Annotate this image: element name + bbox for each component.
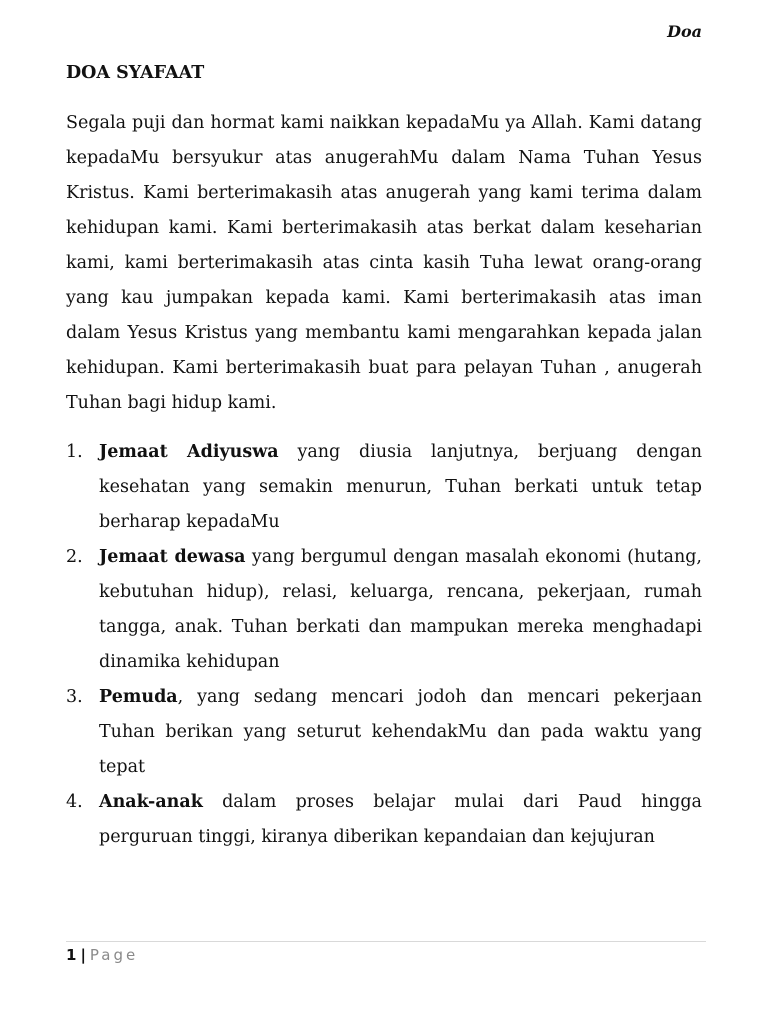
list-item (66, 680, 702, 785)
list-item-number: 3. (66, 687, 83, 707)
list-item-text: yang diusia lanjutnya, berjuang dengan kesehatan yang semakin menurun, Tuhan berkati untuk tetap berharap kepadaMu (99, 442, 702, 532)
list-item (66, 435, 702, 540)
list-item (66, 540, 702, 680)
running-header-title: Doa (667, 22, 702, 41)
list-item-text: , yang sedang mencari jodoh dan mencari pekerjaan Tuhan berikan yang seturut kehendakMu dan pada waktu yang tepat (99, 687, 702, 777)
list-item (66, 785, 702, 855)
list-item-heading: Jemaat dewasa (99, 547, 246, 567)
document-title: DOA SYAFAAT (66, 63, 205, 83)
intro-paragraph: Segala puji dan hormat kami naikkan kepadaMu ya Allah. Kami datang kepadaMu bersyukur atas anugerahMu dalam Nama Tuhan Yesus Kristus. Kami berterimakasih atas anugerah yang kami terima dalam kehidupan kami. Kami berterimakasih atas berkat dalam keseharian kami, kami berterimakasih atas cinta kasih Tuha lewat orang-orang yang kau jumpakan kepada kami. Kami berterimakasih atas iman dalam Yesus Kristus yang membantu kami mengarahkan kepada jalan kehidupan. Kami berterimakasih buat para pelayan Tuhan , anugerah Tuhan bagi hidup kami. (66, 113, 702, 413)
list-item-heading: Jemaat Adiyuswa (99, 442, 279, 462)
page-label: Page (89, 946, 139, 964)
document-body (66, 60, 702, 855)
page-footer (66, 941, 706, 964)
list-item-text: dalam proses belajar mulai dari Paud hingga perguruan tinggi, kiranya diberikan kepandaian dan kejujuran (99, 792, 702, 847)
prayer-list (66, 435, 702, 855)
list-item-number: 4. (66, 792, 83, 812)
list-item-text: yang bergumul dengan masalah ekonomi (hutang, kebutuhan hidup), relasi, keluarga, rencana, pekerjaan, rumah tangga, anak. Tuhan berkati dan mampukan mereka menghadapi dinamika kehidupan (99, 547, 702, 672)
list-item-number: 1. (66, 442, 83, 462)
list-item-heading: Pemuda (99, 687, 178, 707)
page-separator: | (80, 946, 86, 964)
list-item-number: 2. (66, 547, 83, 567)
list-item-heading: Anak-anak (99, 792, 203, 812)
page-number: 1 (66, 946, 77, 964)
